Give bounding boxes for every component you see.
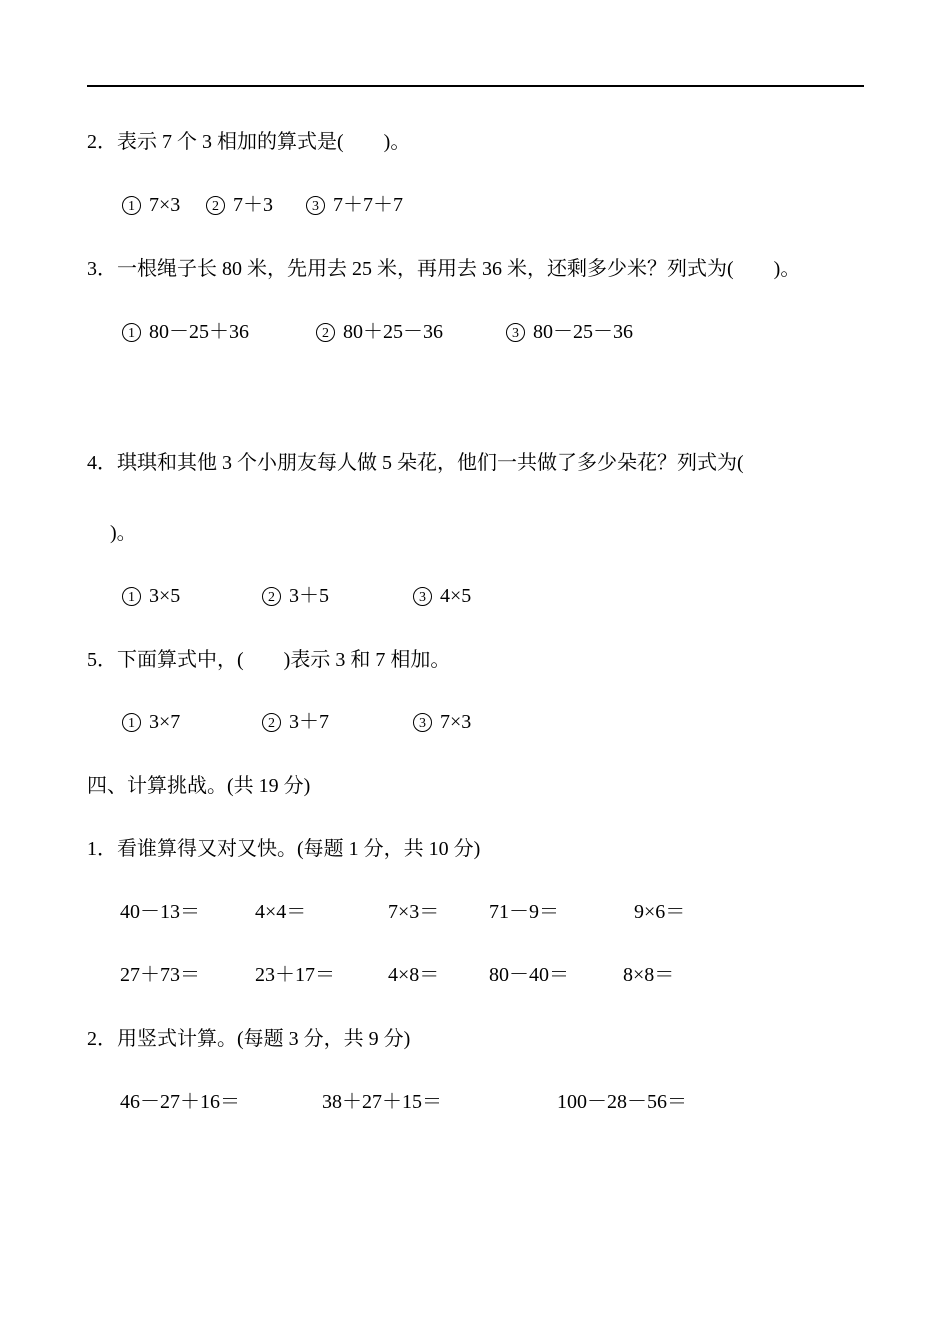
circled-number-1-icon: 1 [122,587,141,606]
option-expr: 7＋7＋7 [333,194,403,216]
circled-number-2-icon: 2 [262,587,281,606]
option-expr: 7×3 [149,194,181,216]
question-3-option-2[interactable] [316,320,443,344]
circled-number-1-icon: 1 [122,323,141,342]
circled-number-1-icon: 1 [122,713,141,732]
circled-number-2-icon: 2 [262,713,281,732]
option-expr: 3×5 [149,585,181,607]
option-expr: 3＋5 [289,585,329,607]
section-4-part-2-title: 2．用竖式计算。(每题 3 分，共 9 分) [87,1028,411,1050]
calc-item: 4×8＝ [388,964,440,986]
circled-number-3-icon: 3 [413,713,432,732]
question-3-option-1[interactable] [122,320,249,344]
option-expr: 80＋25－36 [343,321,443,343]
circled-number-1-icon: 1 [122,196,141,215]
calc-item: 9×6＝ [634,901,686,923]
question-4-option-3[interactable] [413,584,471,608]
vertical-calc-item: 46－27＋16＝ [120,1091,240,1113]
option-expr: 80－25－36 [533,321,633,343]
option-expr: 7×3 [440,711,472,733]
calc-item: 71－9＝ [489,901,559,923]
section-4-heading: 四、计算挑战。(共 19 分) [87,775,311,797]
circled-number-3-icon: 3 [413,587,432,606]
option-expr: 3＋7 [289,711,329,733]
calc-item: 4×4＝ [255,901,307,923]
section-4-part-1-title: 1．看谁算得又对又快。(每题 1 分，共 10 分) [87,838,481,860]
calc-item: 23＋17＝ [255,964,335,986]
circled-number-2-icon: 2 [206,196,225,215]
circled-number-2-icon: 2 [316,323,335,342]
question-4-option-1[interactable] [122,584,180,608]
vertical-calc-item: 100－28－56＝ [557,1091,687,1113]
question-2-option-1[interactable] [122,193,180,217]
option-expr: 4×5 [440,585,472,607]
calc-item: 8×8＝ [623,964,675,986]
option-expr: 7＋3 [233,194,273,216]
question-4-text-continuation: )。 [110,522,137,544]
calc-item: 7×3＝ [388,901,440,923]
question-3-option-3[interactable] [506,320,633,344]
question-4-text: 4．琪琪和其他 3 个小朋友每人做 5 朵花，他们一共做了多少朵花？列式为( [87,452,744,474]
question-5-option-2[interactable] [262,710,329,734]
option-expr: 3×7 [149,711,181,733]
question-5-option-1[interactable] [122,710,180,734]
vertical-calc-item: 38＋27＋15＝ [322,1091,442,1113]
circled-number-3-icon: 3 [506,323,525,342]
calc-item: 80－40＝ [489,964,569,986]
question-4-option-2[interactable] [262,584,329,608]
question-3-text: 3．一根绳子长 80 米，先用去 25 米，再用去 36 米，还剩多少米？列式为( )。 [87,258,801,280]
question-2-option-2[interactable] [206,193,273,217]
question-2-option-3[interactable] [306,193,403,217]
header-rule [87,85,864,87]
question-5-text: 5．下面算式中，( )表示 3 和 7 相加。 [87,649,451,671]
option-expr: 80－25＋36 [149,321,249,343]
circled-number-3-icon: 3 [306,196,325,215]
calc-item: 40－13＝ [120,901,200,923]
question-5-option-3[interactable] [413,710,471,734]
question-2-text: 2．表示 7 个 3 相加的算式是( )。 [87,131,411,153]
calc-item: 27＋73＝ [120,964,200,986]
